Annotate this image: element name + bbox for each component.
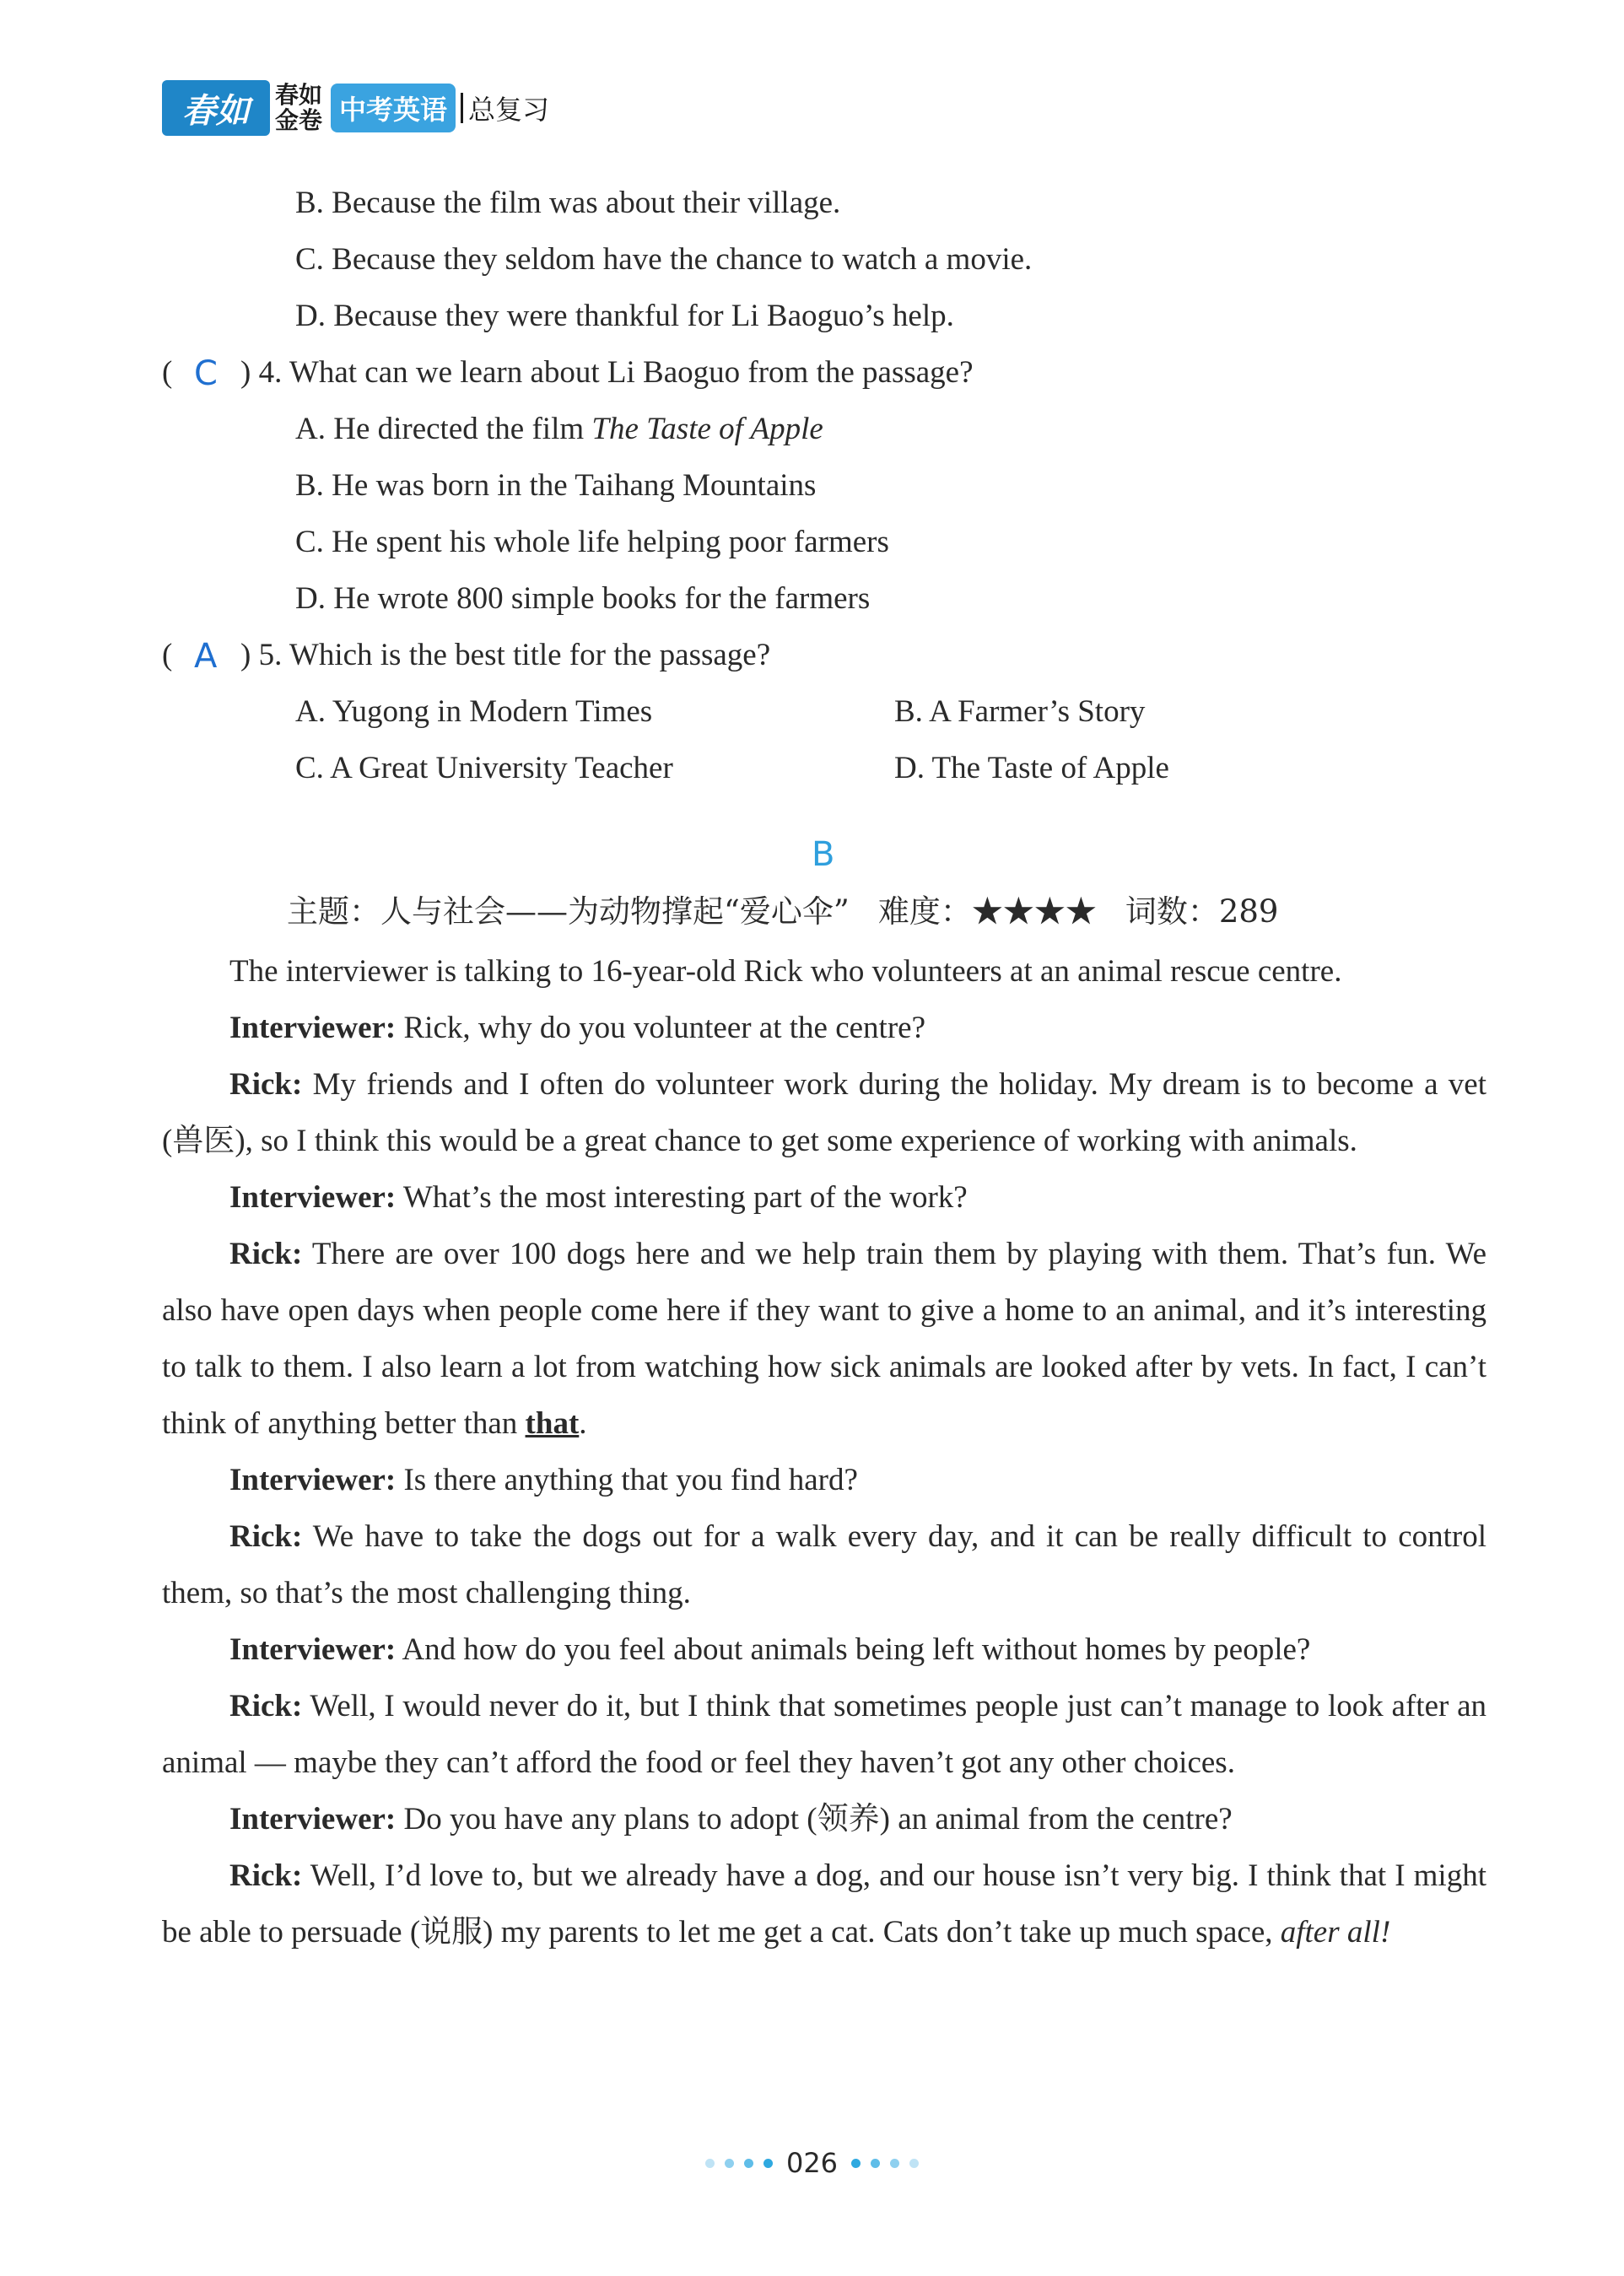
turn-text: We have to take the dogs out for a walk every day, and it can be really difficult to control them, so that’s the most challenging thing. [162,1519,1486,1610]
q4-option-b: B. He was born in the Taihang Mountains [295,468,817,503]
footer-dot [851,2159,861,2168]
speaker: Rick: [229,1237,303,1271]
turn-text-italic: after all! [1280,1915,1391,1950]
q5-answer: A [194,637,218,676]
dialogue-turn [162,1621,1486,1678]
brand-name [275,83,322,133]
footer-dot [705,2159,715,2168]
turn-text-end: . [579,1406,587,1441]
footer-dot [744,2159,753,2168]
series-separator [461,93,463,123]
q4-option-a-prefix: A. He directed the film [295,412,592,446]
dialogue-turn [162,1678,1486,1791]
dialogue-turn [162,1169,1486,1226]
footer-dot [725,2159,734,2168]
brand-line-2: 金卷 [275,106,323,134]
q3-option-d: D. Because they were thankful for Li Baoguo’s help. [295,299,954,333]
dialogue-turn [162,1791,1486,1847]
passage-meta [287,893,1278,931]
series-subtitle: 总复习 [468,94,550,126]
q4-open-paren: ( [162,355,173,390]
q4-option-a-title: The Taste of Apple [591,412,823,446]
speaker: Interviewer: [229,1011,397,1045]
underlined-word: that [525,1406,580,1441]
q3-option-c: C. Because they seldom have the chance to watch a movie. [295,242,1033,277]
speaker: Rick: [229,1858,303,1893]
footer-dot [909,2159,919,2168]
footer-dot [890,2159,899,2168]
q5-option-d: D. The Taste of Apple [894,751,1169,785]
q5-open-paren: ( [162,638,173,672]
q3-option-b: B. Because the film was about their village. [295,186,841,220]
speaker: Rick: [229,1519,303,1554]
turn-text: Well, I would never do it, but I think that sometimes people just can’t manage to look after an animal — maybe they can’t afford the food or feel they haven’t got any other choices. [162,1689,1486,1780]
speaker: Interviewer: [229,1180,397,1215]
passage-word-count: 词数：289 [1125,893,1279,930]
turn-text: Do you have any plans to adopt (领养) an animal from the centre? [396,1802,1233,1836]
turn-text: My friends and I often do volunteer work during the holiday. My dream is to become a vet (兽医), so I think this would be a great chance to get some experience of working with animals. [162,1067,1486,1158]
q4-stem: ) 4. What can we learn about Li Baoguo from the passage? [240,355,974,390]
speaker: Rick: [229,1689,303,1723]
q4-option-c: C. He spent his whole life helping poor farmers [295,525,889,559]
speaker: Interviewer: [229,1802,397,1836]
turn-text: And how do you feel about animals being left without homes by people? [396,1632,1311,1667]
passage-difficulty: 难度：★★★★ [877,893,1097,930]
q4-option-d: D. He wrote 800 simple books for the farmers [295,581,871,616]
footer-dot [763,2159,773,2168]
publisher-logo [162,80,270,136]
dialogue-turn [162,1847,1486,1960]
passage-body [162,943,1486,1960]
speaker: Interviewer: [229,1632,397,1667]
turn-text: Rick, why do you volunteer at the centre? [396,1011,926,1045]
q5-option-a: A. Yugong in Modern Times [295,694,653,729]
passage-theme: 主题：人与社会——为动物撑起“爱心伞” [287,893,850,930]
turn-text: Is there anything that you find hard? [396,1463,858,1497]
book-header [162,78,549,138]
turn-text: Well, I’d love to, but we already have a dog, and our house isn’t very big. I think that I might be able to persuade (说服) my parents to let me get a cat. Cats don’t take up much space, [162,1858,1486,1950]
series-badge: 中考英语 [331,84,456,132]
dialogue-turn [162,1508,1486,1621]
passage-intro [162,943,1486,1000]
footer-dot [871,2159,880,2168]
turn-text: There are over 100 dogs here and we help train them by playing with them. That’s fun. We also have open days when people come here if they want to give a home to an animal, and it’s interesting to talk to them. I also learn a lot from watching how sick animals are looked after by vets. In fact, I can’t think of anything better than [162,1237,1486,1441]
q4-option-a [295,410,823,449]
page-footer [0,2147,1624,2179]
dialogue-turn [162,1056,1486,1169]
logo-text: 春如 [182,90,250,131]
section-letter: B [812,835,835,874]
speaker: Rick: [229,1067,303,1102]
page-number: 026 [785,2147,839,2179]
dialogue-turn [162,1452,1486,1508]
brand-line-1: 春如 [275,81,323,109]
intro-text: The interviewer is talking to 16-year-old Rick who volunteers at an animal rescue centre. [229,954,1342,989]
dialogue-turn [162,1226,1486,1452]
q5-option-b: B. A Farmer’s Story [894,694,1146,729]
dialogue-turn [162,1000,1486,1056]
q5-stem: ) 5. Which is the best title for the passage? [240,638,771,672]
turn-text: What’s the most interesting part of the work? [396,1180,968,1215]
q5-option-c: C. A Great University Teacher [295,751,673,785]
speaker: Interviewer: [229,1463,397,1497]
q4-answer: C [194,354,218,393]
